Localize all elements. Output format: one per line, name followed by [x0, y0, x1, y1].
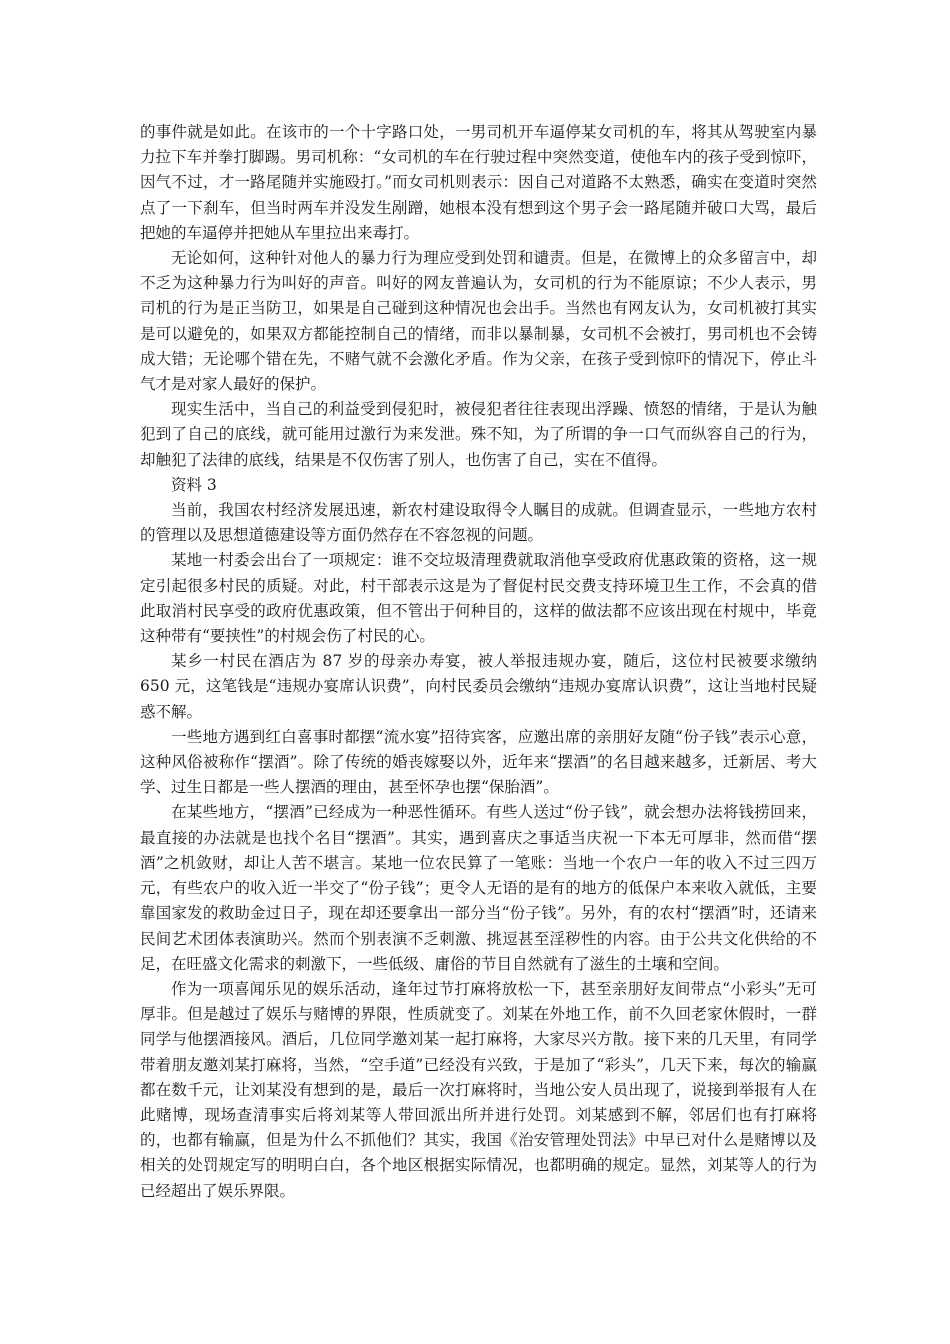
paragraph-birthday-banquet: 某乡一村民在酒店为 87 岁的母亲办寿宴，被人举报违规办宴，随后，这位村民被要求缴纳 650 元，这笔钱是“违规办宴席认识费”，向村民委员会缴纳“违规办宴席认识费”，这让当地村民疑惑不解。 [140, 652, 817, 721]
paragraph-vicious-cycle: 在某些地方，“摆酒”已经成为一种恶性循环。有些人送过“份子钱”，就会想办法将钱捞回来，最直接的办法就是也找个名目“摆酒”。其实，遇到喜庆之事适当庆祝一下本无可厚非，然而借“摆酒”之机敛财，却让人苦不堪言。某地一位农民算了一笔账：当地一个农户一年的收入不过三四万元，有些农户的收入近一半交了“份子钱”；更令人无语的是有的地方的低保户本来收入就低，主要靠国家发的救助金过日子，现在却还要拿出一部分当“份子钱”。另外，有的农村“摆酒”时，还请来民间艺术团体表演助兴。然而个别表演不乏刺激、挑逗甚至淫秽性的内容。由于公共文化供给的不足，在旺盛文化需求的刺激下，一些低级、庸俗的节目自然就有了滋生的土壤和空间。 [140, 803, 817, 973]
document-page [140, 120, 817, 1204]
paragraph-incident: 的事件就是如此。在该市的一个十字路口处，一男司机开车逼停某女司机的车，将其从驾驶室内暴力拉下车并拳打脚踢。男司机称：“女司机的车在行驶过程中突然变道，使他车内的孩子受到惊吓，因气不过，才一路尾随并实施殴打。”而女司机则表示：因自己对道路不太熟悉，确实在变道时突然点了一下刹车，但当时两车并没发生剐蹭，她根本没有想到这个男子会一路尾随并破口大骂，最后把她的车逼停并把她从车里拉出来毒打。 [140, 123, 817, 242]
paragraph-banquet-custom: 一些地方遇到红白喜事时都摆“流水宴”招待宾客，应邀出席的亲朋好友随“份子钱”表示心意，这种风俗被称作“摆酒”。除了传统的婚丧嫁娶以外，近年来“摆酒”的名目越来越多，迁新居、考大学、过生日都是一些人摆酒的理由，甚至怀孕也摆“保胎酒”。 [140, 727, 817, 797]
paragraph-mahjong-gambling: 作为一项喜闻乐见的娱乐活动，逢年过节打麻将放松一下，甚至亲朋好友间带点“小彩头”无可厚非。但是越过了娱乐与赌博的界限，性质就变了。刘某在外地工作，前不久回老家休假时，一群同学与他摆酒接风。酒后，几位同学邀刘某一起打麻将，大家尽兴方散。接下来的几天里，有同学带着朋友邀刘某打麻将，当然，“空手道”已经没有兴致，于是加了“彩头”，几天下来，每次的输赢都在数千元，让刘某没有想到的是，最后一次打麻将时，当地公安人员出现了，说接到举报有人在此赌博，现场查清事实后将刘某等人带回派出所并进行处罚。刘某感到不解，邻居们也有打麻将的，也都有输赢，但是为什么不抓他们？其实，我国《治安管理处罚法》中早已对什么是赌博以及相关的处罚规定写的明明白白，各个地区根据实际情况，也都明确的规定。显然，刘某等人的行为已经超出了娱乐界限。 [140, 979, 817, 1200]
paragraph-village-rule: 某地一村委会出台了一项规定：谁不交垃圾清理费就取消他享受政府优惠政策的资格，这一规定引起很多村民的质疑。对此，村干部表示这是为了督促村民交费支持环境卫生工作，不会真的借此取消村民享受的政府优惠政策，但不管出于何种目的，这样的做法都不应该出现在村规中，毕竟这种带有“要挟性”的村规会伤了村民的心。 [140, 551, 817, 646]
paragraph-violence-comments: 无论如何，这种针对他人的暴力行为理应受到处罚和谴责。但是，在微博上的众多留言中，却不乏为这种暴力行为叫好的声音。叫好的网友普遍认为，女司机的行为不能原谅；不少人表示，男司机的行为是正当防卫，如果是自己碰到这种情况也会出手。当然也有网友认为，女司机被打其实是可以避免的，如果双方都能控制自己的情绪，而非以暴制暴，女司机不会被打，男司机也不会铸成大错；无论哪个错在先，不赌气就不会激化矛盾。作为父亲，在孩子受到惊吓的情况下，停止斗气才是对家人最好的保护。 [140, 249, 817, 394]
paragraph-legal-bottom-line: 现实生活中，当自己的利益受到侵犯时，被侵犯者往往表现出浮躁、愤怒的情绪，于是认为触犯到了自己的底线，就可能用过激行为来发泄。殊不知，为了所谓的争一口气而纵容自己的行为，却触犯了法律的底线，结果是不仅伤害了别人，也伤害了自己，实在不值得。 [140, 400, 817, 469]
section-heading-material-3: 资料 3 [171, 475, 217, 494]
paragraph-rural-development: 当前，我国农村经济发展迅速，新农村建设取得令人瞩目的成就。但调查显示，一些地方农村的管理以及思想道德建设等方面仍然存在不容忽视的问题。 [140, 501, 817, 545]
